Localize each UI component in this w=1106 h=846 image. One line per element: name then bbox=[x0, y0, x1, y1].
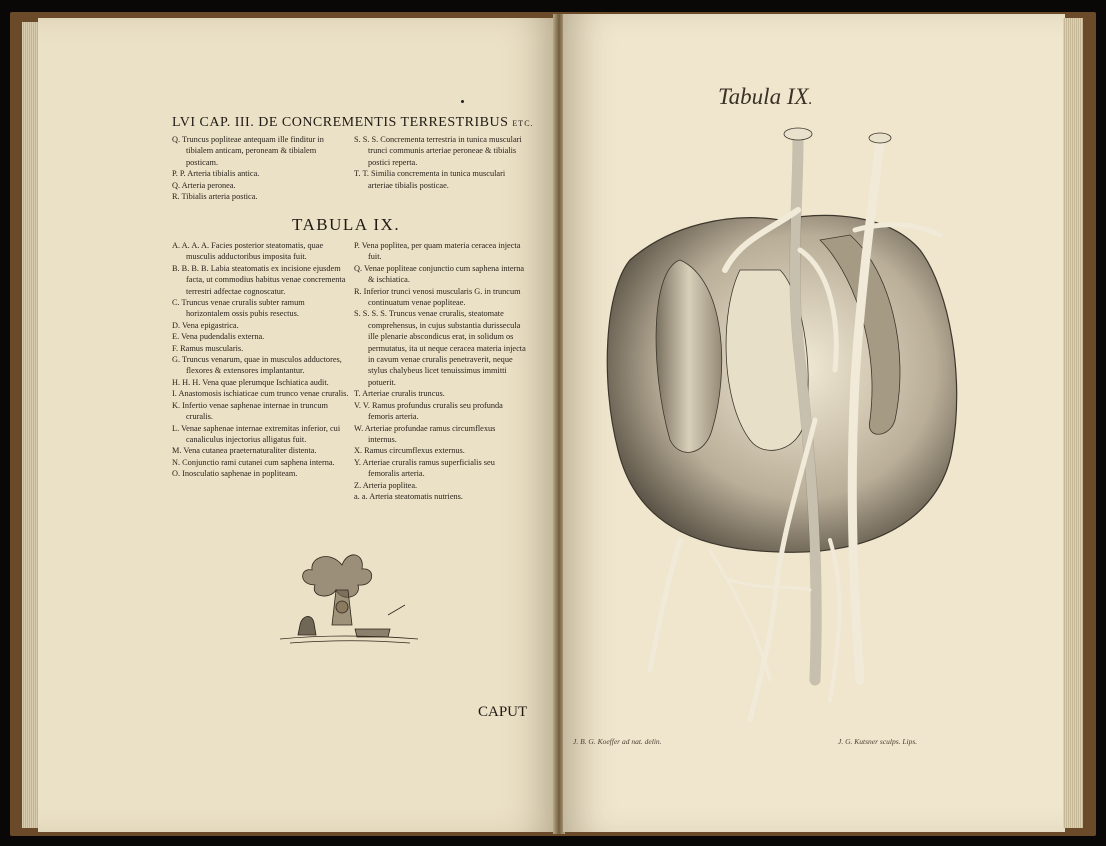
legend-item: L. Venae saphenae internae extremitas inferior, cui canaliculus injectorius alligatus fuit. bbox=[172, 423, 341, 444]
legend-item: P. Vena poplitea, per quam materia ceracea injecta fuit. bbox=[354, 241, 521, 262]
list-item: R. Tibialis arteria postica. bbox=[172, 192, 258, 202]
plate-title bbox=[718, 84, 813, 110]
legend-item: Z. Arteria poplitea. bbox=[354, 480, 418, 490]
section-title: TABULA IX. bbox=[292, 215, 401, 234]
list-item: P. P. Arteria tibialis antica. bbox=[172, 169, 260, 179]
plate-title-dot: . bbox=[808, 91, 813, 108]
legend-item: N. Conjunctio rami cutanei cum saphena interna. bbox=[172, 457, 335, 467]
top-right-column bbox=[354, 134, 526, 191]
list-item: Q. Truncus popliteae antequam ille finditur in tibialem anticam, peroneam & tibialem posticam. bbox=[172, 135, 324, 167]
legend-item: G. Truncus venarum, quae in musculos adductores, flexores & extensores implantantur. bbox=[172, 355, 342, 376]
legend-item: X. Ramus circumflexus externus. bbox=[354, 446, 465, 456]
legend-item: E. Vena pudendalis externa. bbox=[172, 332, 265, 342]
engraver-credit-left: J. B. G. Koeffer ad nat. delin. bbox=[573, 737, 662, 746]
legend-item: C. Truncus venae cruralis subter ramum horizontalem ossis pubis resectus. bbox=[172, 298, 305, 319]
top-left-column bbox=[172, 134, 350, 202]
legend-left-column bbox=[172, 240, 350, 480]
legend-item: A. A. A. A. Facies posterior steatomatis, quae musculis adductoribus imposita fuit. bbox=[172, 241, 324, 262]
list-item: T. T. Similia concrementa in tunica musculari arteriae tibialis posticae. bbox=[354, 169, 506, 190]
legend-item: D. Vena epigastrica. bbox=[172, 320, 239, 330]
legend-item: O. Inosculatio saphenae in popliteam. bbox=[172, 469, 298, 479]
legend-item: Y. Arteriae cruralis ramus superficialis seu femoralis arteria. bbox=[354, 457, 495, 479]
running-head-etc: ETC. bbox=[512, 119, 534, 128]
anatomical-plate-illustration bbox=[590, 120, 980, 750]
list-item: Q. Arteria peronea. bbox=[172, 180, 236, 190]
plate-title-text: Tabula IX bbox=[718, 84, 809, 109]
running-head-text: LVI CAP. III. DE CONCREMENTIS TERRESTRIBUS bbox=[172, 115, 509, 130]
legend-item: I. Anastomosis ischiaticae cum trunco venae cruralis. bbox=[172, 389, 349, 399]
right-page-edges bbox=[1063, 18, 1083, 828]
engraver-credit-right: J. G. Kutsner sculps. Lips. bbox=[838, 737, 918, 746]
legend-item: a. a. Arteria steatomatis nutriens. bbox=[354, 491, 463, 501]
legend-item: M. Vena cutanea praeternaturaliter distenta. bbox=[172, 446, 317, 456]
legend-item: R. Inferior trunci venosi muscularis G. in truncum continuatum venae popliteae. bbox=[354, 286, 521, 308]
legend-right-column bbox=[354, 240, 526, 502]
legend-item: B. B. B. B. Labia steatomatis ex incisione ejusdem facta, ut commodius habitus venae concrementa terrestri adfectae cognoscatur. bbox=[172, 263, 346, 296]
tailpiece-ornament-icon bbox=[270, 545, 420, 655]
legend-item: F. Ramus muscularis. bbox=[172, 343, 244, 353]
running-head bbox=[172, 115, 534, 131]
legend-item: T. Arteriae cruralis truncus. bbox=[354, 389, 445, 399]
list-item: S. S. S. Concrementa terrestria in tunica musculari trunci communis arteriae peroneae & tibialis postici reperta. bbox=[354, 135, 522, 167]
catchword: CAPUT bbox=[478, 704, 528, 720]
legend-item: H. H. H. Vena quae plerumque Ischiatica audit. bbox=[172, 377, 329, 387]
legend-item: W. Arteriae profundae ramus circumflexus internus. bbox=[354, 423, 496, 444]
ink-dot bbox=[461, 100, 464, 103]
legend-item: V. V. Ramus profundus cruralis seu profunda femoris arteria. bbox=[354, 400, 503, 422]
legend-item: S. S. S. S. Truncus venae cruralis, steatomate comprehensus, in cujus substantia durissecula ille plenarie abscondicus erat, in solidum os permutatus, ita ut neque ceracea materia injecta in cavum venae cruralis penetraverit, neque stylus chalybeus licet tenuissimus immitti potuerit. bbox=[354, 309, 526, 387]
legend-item: K. Infertio venae saphenae internae in truncum cruralis. bbox=[172, 400, 328, 422]
legend-item: Q. Venae popliteae conjunctio cum saphena interna & ischiatica. bbox=[354, 263, 525, 285]
